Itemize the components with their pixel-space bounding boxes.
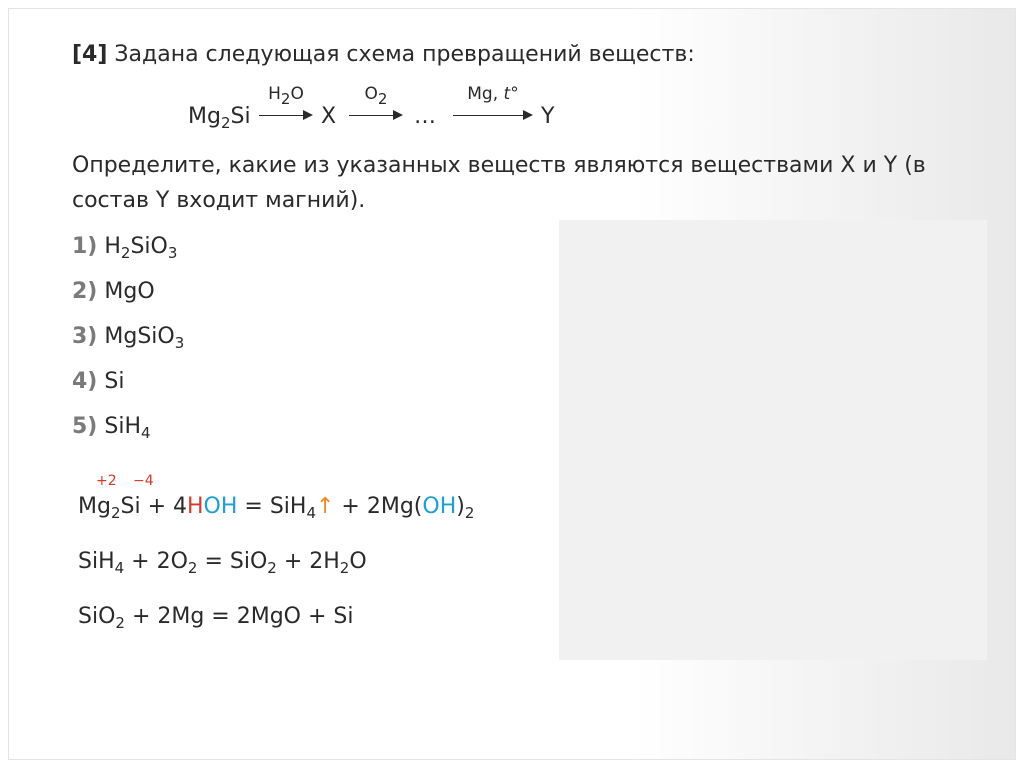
option-5: 5) SiH$_4$	[72, 414, 151, 442]
task-title-text: Задана следующая схема превращений веществ:	[114, 42, 695, 67]
option-3: 3) MgSiO$_3$	[72, 324, 185, 352]
gray-panel	[559, 220, 987, 660]
question-line-1: Определите, какие из указанных веществ являются веществами X и Y (в	[72, 153, 926, 178]
arrow-h2o	[259, 84, 313, 130]
equation-1: $Mg_2Si + 4HOH$ = SiH$_4$↑ + $2Mg(OH)_2$	[78, 494, 475, 522]
scheme-x: X	[321, 104, 337, 129]
oxidation-state-mg: +2	[96, 473, 117, 489]
scheme-y: Y	[541, 104, 555, 129]
arrow-mg-label: Mg, t°	[467, 84, 519, 104]
option-1: 1) $H_2SiO_3$	[72, 234, 178, 262]
equation-3: SiO$_2$ + 2Mg = 2MgO + Si	[78, 604, 354, 632]
equation-2: $SiH_4 + 2O_2 = SiO_2 + 2H_2O$	[78, 549, 367, 577]
option-4: 4) Si	[72, 369, 125, 394]
transformation-scheme	[188, 84, 608, 134]
task-number: [4]	[72, 42, 108, 67]
arrow-mg	[453, 84, 533, 130]
oxidation-state-si: −4	[133, 473, 154, 489]
scheme-dots: …	[414, 104, 436, 129]
question-line-2: состав Y входит магний).	[72, 188, 366, 213]
arrow-h2o-label: $H_2O$	[268, 84, 304, 108]
scheme-start: $Mg_2Si$	[188, 104, 251, 132]
arrow-o2-label: $O_2$	[364, 84, 388, 108]
arrow-o2	[349, 84, 403, 130]
option-2: 2) MgO	[72, 279, 155, 304]
task-title	[72, 42, 695, 67]
